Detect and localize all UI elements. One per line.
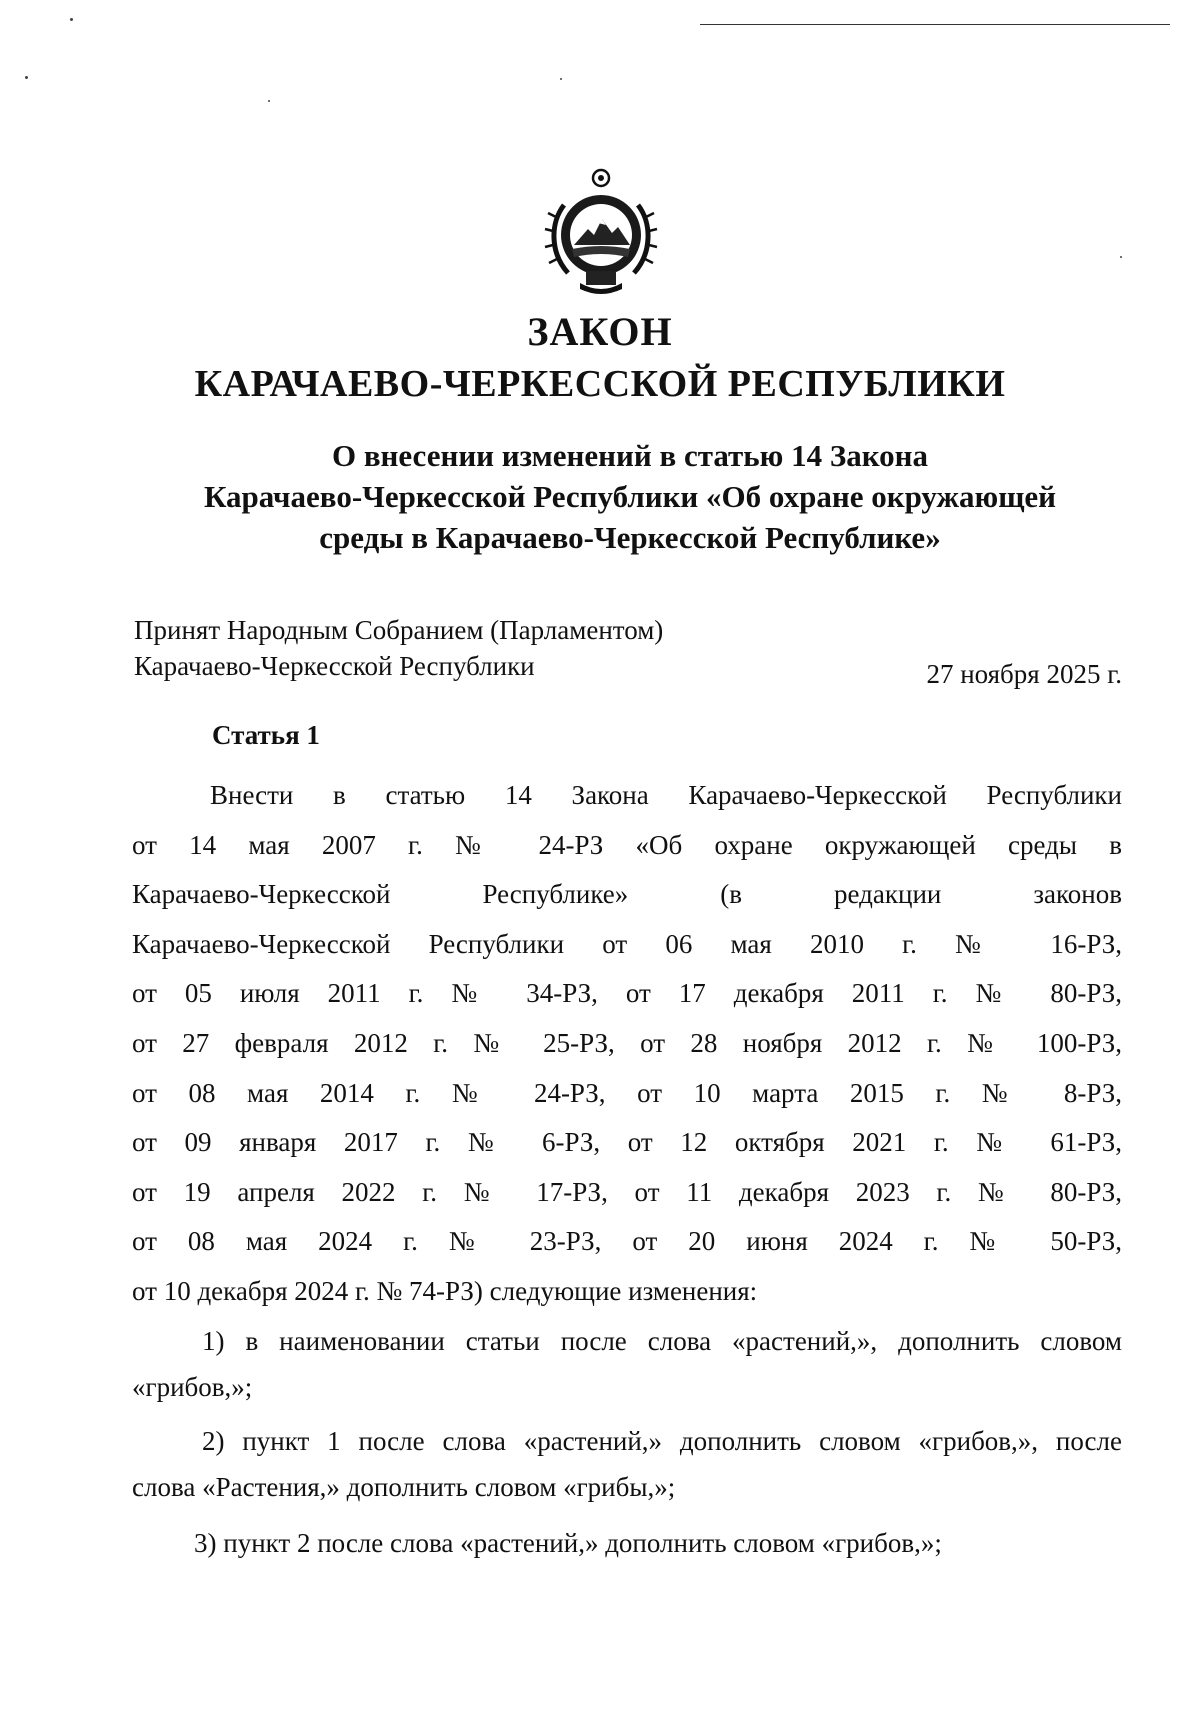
body-line: от 14 мая 2007 г. № 24-РЗ «Об охране окружающей среды в	[132, 829, 1122, 860]
body-line: от 05 июля 2011 г. № 34-РЗ, от 17 декабря 2011 г. № 80-РЗ,	[132, 978, 1122, 1009]
adoption-date: 27 ноября 2025 г.	[926, 659, 1122, 689]
adoption-line: Принят Народным Собранием (Парламентом)	[134, 615, 664, 645]
coat-of-arms-emblem	[542, 165, 660, 300]
body-line: Карачаево-Черкесской Республике» (в редакции законов	[132, 879, 1122, 910]
scan-speck	[268, 100, 270, 102]
adoption-note	[134, 612, 663, 684]
subtitle-line: О внесении изменений в статью 14 Закона	[331, 438, 929, 473]
item-line: 2) пункт 1 после слова «растений,» дополнить словом «грибов,», после	[202, 1426, 1122, 1456]
item-line: 1) в наименовании статьи после слова «растений,», дополнить словом	[202, 1326, 1122, 1356]
subtitle-line: Карачаево-Черкесской Республики «Об охране окружающей	[203, 479, 1056, 514]
top-rule-line	[700, 24, 1170, 25]
item-line: 3) пункт 2 после слова «растений,» дополнить словом «грибов,»;	[194, 1528, 942, 1558]
body-line: Карачаево-Черкесской Республики от 06 мая 2010 г. № 16-РЗ,	[132, 928, 1122, 959]
body-line: Внести в статью 14 Закона Карачаево-Черкесской Республики	[210, 780, 1122, 810]
subtitle-line: среды в Карачаево-Черкесской Республике»	[319, 520, 941, 555]
body-line: от 09 января 2017 г. № 6-РЗ, от 12 октября 2021 г. № 61-РЗ,	[132, 1127, 1122, 1158]
list-item-3	[132, 1520, 1122, 1566]
law-subtitle	[130, 435, 1130, 558]
scan-speck	[560, 78, 562, 80]
list-item-1	[132, 1318, 1122, 1410]
body-line: от 10 декабря 2024 г. № 74-РЗ) следующие изменения:	[132, 1275, 758, 1306]
scan-speck	[70, 18, 73, 21]
article-heading: Статья 1	[212, 720, 320, 750]
body-line: от 27 февраля 2012 г. № 25-РЗ, от 28 ноября 2012 г. № 100-РЗ,	[132, 1027, 1122, 1058]
article-body	[132, 771, 1122, 1317]
body-line: от 19 апреля 2022 г. № 17-РЗ, от 11 декабря 2023 г. № 80-РЗ,	[132, 1176, 1122, 1207]
item-line: слова «Растения,» дополнить словом «грибы,»;	[132, 1472, 676, 1502]
body-line: от 08 мая 2014 г. № 24-РЗ, от 10 марта 2015 г. № 8-РЗ,	[132, 1077, 1122, 1108]
scan-speck	[1120, 256, 1122, 258]
republic-title: КАРАЧАЕВО-ЧЕРКЕССКОЙ РЕСПУБЛИКИ	[194, 363, 1006, 405]
adoption-line: Карачаево-Черкесской Республики	[134, 651, 535, 681]
body-line: от 08 мая 2024 г. № 23-РЗ, от 20 июня 2024 г. № 50-РЗ,	[132, 1226, 1122, 1257]
item-line: «грибов,»;	[132, 1372, 253, 1402]
law-title: ЗАКОН	[527, 309, 673, 354]
list-item-2	[132, 1418, 1122, 1510]
scan-speck	[25, 76, 28, 79]
